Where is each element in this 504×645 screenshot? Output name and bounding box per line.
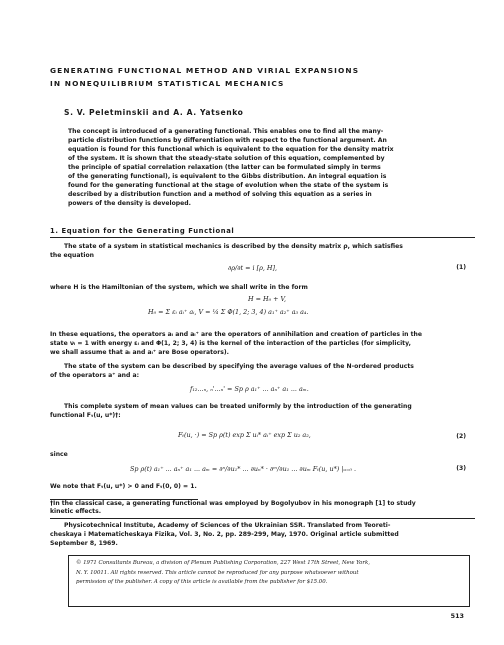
- abstract-line: the principle of spatial correlation relaxation (the latter can be formulated simply in terms: [68, 164, 381, 171]
- paragraph-1-line: The state of a system in statistical mechanics is described by the density matrix ρ, which satisfies: [64, 243, 403, 250]
- abstract-line: of the generating functional), is equivalent to the Gibbs distribution. An integral equation is: [68, 173, 387, 180]
- equation-mean-values: f₁₂...ₙ, ₙ'...ₙ' = Sp ρ a₁⁺ ... aₙ⁺ a₁ ... aₘ.: [190, 385, 309, 393]
- affiliation-line: cheskaya i Matematicheskaya Fizika, Vol. 3, No. 2, pp. 289-299, May, 1970. Original article submitted: [50, 531, 399, 538]
- abstract-line: found for the generating functional at the stage of evolution when the state of the system is: [68, 182, 389, 189]
- paragraph-5-line: This complete system of mean values can be treated uniformly by the introduction of the generating: [64, 403, 412, 410]
- affiliation-line: September 8, 1969.: [50, 540, 118, 547]
- equation-3: Sp ρ(t) a₁⁺ ... aₙ⁺ a₁ ... aₘ = ∂ⁿ/∂u₁* ... ∂uₙ* · ∂ᵐ/∂u₁ ... ∂uₘ Fₜ(u, u*) |ᵤ₌₀ .: [130, 465, 357, 473]
- copyright-line: © 1971 Consultants Bureau, a division of Plenum Publishing Corporation, 227 West 17th Street, New York,: [76, 560, 370, 566]
- equation-2-number: (2): [456, 433, 466, 440]
- equation-1-number: (1): [456, 264, 466, 271]
- affiliation-rule: [50, 518, 475, 519]
- copyright-notice: [76, 559, 370, 588]
- copyright-line: permission of the publisher. A copy of this article is available from the publisher for $15.00.: [76, 579, 328, 585]
- abstract: [68, 127, 394, 208]
- page-number: 513: [450, 612, 464, 620]
- note-line: We note that Fₜ(u, u*) > 0 and Fₜ(0, 0) = 1.: [50, 483, 197, 490]
- since-word: since: [50, 451, 68, 458]
- equation-h0-v: H₀ = Σ εᵢ aᵢ⁺ aᵢ, V = ¼ Σ Φ(1, 2; 3, 4) a₁⁺ a₂⁺ a₃ a₄.: [148, 308, 309, 316]
- title-line-1: GENERATING FUNCTIONAL METHOD AND VIRIAL EXPANSIONS: [50, 66, 360, 75]
- affiliation-line: Physicotechnical Institute, Academy of Sciences of the Ukrainian SSR. Translated from Teoreti-: [64, 522, 391, 529]
- equation-hamiltonian: H = H₀ + V,: [248, 295, 287, 303]
- paragraph-5-line: functional Fₜ(u, u*)†:: [50, 412, 121, 419]
- abstract-line: powers of the density is developed.: [68, 200, 191, 207]
- paragraph-1-line: the equation: [50, 252, 94, 259]
- paragraph-2: where H is the Hamiltonian of the system, which we shall write in the form: [50, 284, 308, 291]
- section-rule: [50, 237, 475, 238]
- abstract-line: described by a distribution function and a method of solving this equation as a series in: [68, 191, 372, 198]
- abstract-line: particle distribution functions by differentiation with respect to the functional argument. An: [68, 137, 387, 144]
- paragraph-3-line: state νᵢ = 1 with energy εᵢ and Φ(1, 2; 3, 4) is the kernel of the interaction of the particles (for simplicity,: [50, 340, 411, 347]
- footnote-line: kinetic effects.: [50, 508, 102, 515]
- equation-2: Fₜ(u, ·) = Sp ρ(t) exp Σ uᵢ* aᵢ⁺ exp Σ u₂ a₂,: [178, 431, 311, 439]
- footnote-line: †In the classical case, a generating functional was employed by Bogolyubov in his monograph [1] to study: [50, 500, 416, 507]
- title-line-2: IN NONEQUILIBRIUM STATISTICAL MECHANICS: [50, 79, 285, 88]
- authors: S. V. Peletminskii and A. A. Yatsenko: [64, 108, 244, 117]
- paragraph-3-line: we shall assume that aᵢ and aᵢ⁺ are Bose operators).: [50, 349, 229, 356]
- equation-3-number: (3): [456, 465, 466, 472]
- abstract-line: equation is found for this functional which is equivalent to the equation for the density matrix: [68, 146, 394, 153]
- copyright-line: N. Y. 10011. All rights reserved. This article cannot be reproduced for any purpose whatsoever without: [76, 569, 359, 576]
- abstract-line: The concept is introduced of a generating functional. This enables one to find all the many-: [68, 128, 384, 135]
- paragraph-4-line: of the operators a⁺ and a:: [50, 372, 140, 379]
- section-heading: 1. Equation for the Generating Functional: [50, 227, 235, 235]
- abstract-line: of the system. It is shown that the steady-state solution of this equation, complemented by: [68, 155, 385, 162]
- paragraph-3-line: In these equations, the operators aᵢ and aᵢ⁺ are the operators of annihilation and creation of particles in the: [50, 331, 423, 338]
- equation-1: ∂ρ/∂t = i [ρ, H],: [228, 264, 277, 272]
- paragraph-4-line: The state of the system can be described by specifying the average values of the N-ordered products: [64, 363, 414, 370]
